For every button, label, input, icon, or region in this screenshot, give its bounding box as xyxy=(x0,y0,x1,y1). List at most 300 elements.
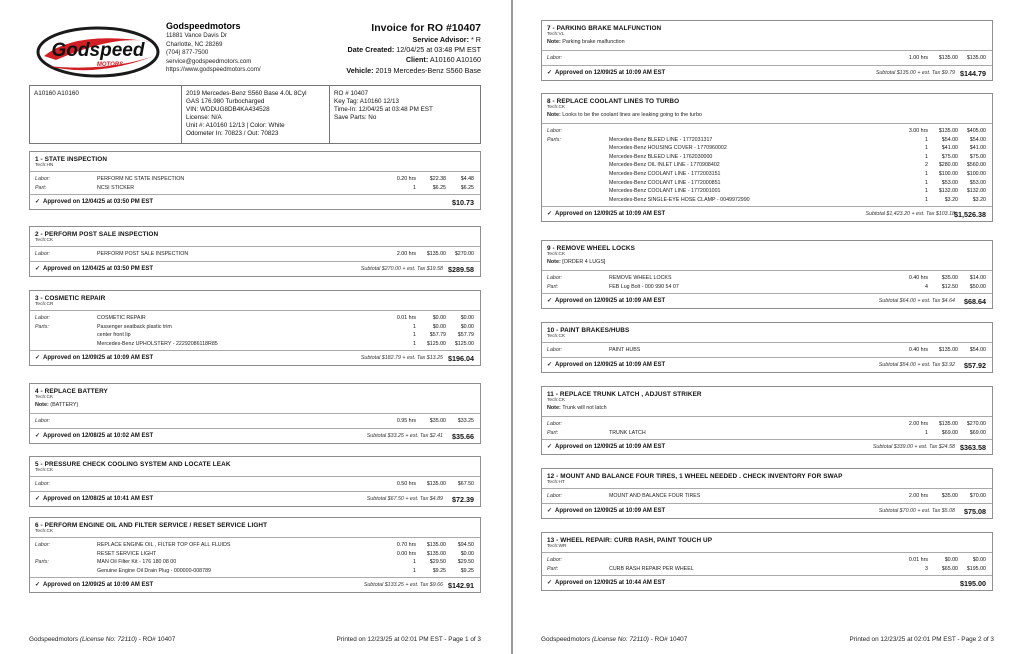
client-label: Client: xyxy=(405,55,429,65)
job-total: $1,526.38 xyxy=(954,210,986,220)
line-rate: $35.00 xyxy=(941,275,958,281)
footer-license: (License No: 72110) xyxy=(79,636,137,643)
approval-text: Approved on 12/09/25 at 10:09 AM EST xyxy=(555,361,666,368)
line-description: Mercedes-Benz COOLANT LINE - 1772003151 xyxy=(609,170,721,177)
check-icon: ✓ xyxy=(547,580,553,587)
line-qty-hours: 3.00 hrs xyxy=(908,128,928,134)
line-item xyxy=(542,144,992,153)
line-item xyxy=(30,175,480,184)
check-icon: ✓ xyxy=(547,361,553,368)
line-description: Mercedes-Benz OIL INLET LINE - 1770908402 xyxy=(609,162,720,169)
page-footer-left xyxy=(29,636,175,643)
line-item xyxy=(30,541,480,550)
line-rate: $29.50 xyxy=(429,559,446,566)
job-note xyxy=(542,257,992,267)
line-rate: $65.00 xyxy=(941,565,958,572)
key-tag: Key Tag: A10160 12/13 xyxy=(334,98,400,106)
line-item xyxy=(542,54,992,63)
job-footer xyxy=(30,350,480,365)
job-footer xyxy=(542,357,992,372)
line-qty-hours: 2.00 hrs xyxy=(908,493,928,499)
job-title: 7 - PARKING BRAKE MALFUNCTION xyxy=(547,25,662,32)
job-lines xyxy=(30,537,480,577)
job-tech: Tech:HT xyxy=(547,480,565,485)
vehicle-label: Vehicle: xyxy=(346,65,374,75)
line-description: REMOVE WHEEL LOCKS xyxy=(609,275,672,281)
line-qty-hours: 4 xyxy=(925,283,928,290)
check-icon: ✓ xyxy=(547,507,553,514)
job-subtotal: Subtotal $33.25 + est. Tax $2.41 xyxy=(366,432,443,439)
line-description: CURB RASH REPAIR PER WHEEL xyxy=(609,565,694,572)
job-title: 12 - MOUNT AND BALANCE FOUR TIRES, 1 WHEEL NEEDED . CHECK INVENTORY FOR SWAP xyxy=(547,473,843,480)
line-item xyxy=(542,127,992,136)
line-description: Mercedes-Benz COOLANT LINE - 1772000851 xyxy=(609,179,721,186)
job-subtotal: Subtotal $64.00 + est. Tax $4.64 xyxy=(878,298,955,305)
shop-email[interactable]: service@godspeedmotors.com xyxy=(166,57,252,65)
vehicle-value: 2019 Mercedes-Benz S560 Base xyxy=(375,65,481,75)
line-total: $0.00 xyxy=(460,550,474,557)
note-label: Note: xyxy=(35,402,49,408)
job-lines xyxy=(30,476,480,491)
job-lines xyxy=(542,270,992,293)
line-rate: $135.00 xyxy=(938,421,958,427)
approval-text: Approved on 12/04/25 at 03:50 PM EST xyxy=(43,199,154,206)
note-label: Note: xyxy=(547,39,561,45)
job-card xyxy=(29,226,481,277)
line-rate: $0.00 xyxy=(944,557,958,563)
line-rate: $75.00 xyxy=(941,153,958,160)
job-card xyxy=(541,386,993,455)
job-footer xyxy=(542,439,992,454)
line-total: $67.50 xyxy=(457,481,474,487)
line-total: $560.00 xyxy=(966,162,986,169)
line-description: Mercedes-Benz BLEED LINE - 1762030000 xyxy=(609,153,713,160)
approval-text: Approved on 12/09/25 at 10:09 AM EST xyxy=(555,298,666,305)
vin: VIN: WDDUG8DB4KA434528 xyxy=(186,106,270,114)
job-tech: Tech:HN xyxy=(35,163,54,168)
note-label: Note: xyxy=(547,259,561,265)
line-qty-hours: 0.01 hrs xyxy=(396,315,416,321)
line-total: $4.48 xyxy=(460,176,474,182)
line-item xyxy=(30,250,480,259)
approval-text: Approved on 12/04/25 at 03:50 PM EST xyxy=(43,265,154,272)
job-lines xyxy=(30,171,480,194)
approval-status xyxy=(547,504,665,519)
job-title: 4 - REPLACE BATTERY xyxy=(35,388,108,395)
job-lines xyxy=(30,246,480,261)
line-qty-hours: 2.00 hrs xyxy=(396,251,416,257)
line-total: $0.00 xyxy=(460,323,474,330)
job-tech: Tech:CK xyxy=(35,529,54,534)
check-icon: ✓ xyxy=(35,355,41,362)
job-footer xyxy=(542,575,992,590)
created-label: Date Created: xyxy=(347,45,395,55)
job-card xyxy=(541,532,993,591)
line-rate: $135.00 xyxy=(938,347,958,353)
job-footer xyxy=(542,206,992,221)
line-item xyxy=(30,340,480,349)
line-qty-hours: 2.00 hrs xyxy=(908,421,928,427)
job-footer xyxy=(542,65,992,80)
approval-status xyxy=(35,195,153,210)
job-card xyxy=(541,93,993,222)
line-item xyxy=(542,274,992,283)
line-total: $270.00 xyxy=(454,251,474,257)
line-rate: $0.00 xyxy=(432,323,446,330)
job-total: $144.79 xyxy=(960,68,986,78)
line-item xyxy=(30,331,480,340)
line-qty-hours: 1 xyxy=(413,184,416,191)
line-description: PERFORM POST SALE INSPECTION xyxy=(97,251,189,257)
line-rate: $280.00 xyxy=(938,162,958,169)
line-description: FEB Lug Bolt - 000 990 54 07 xyxy=(609,283,679,290)
footer-ro: - RO# 10407 xyxy=(138,636,176,643)
approval-text: Approved on 12/08/25 at 10:02 AM EST xyxy=(43,432,154,439)
line-qty-hours: 1.00 hrs xyxy=(908,55,928,61)
odometer: Odometer In: 70823 / Out: 70823 xyxy=(186,130,279,138)
job-title: 13 - WHEEL REPAIR: CURB RASH, PAINT TOUCH UP xyxy=(547,537,713,544)
shop-phone[interactable]: (704) 877-7500 xyxy=(166,49,209,57)
job-lines xyxy=(542,552,992,575)
job-footer xyxy=(542,503,992,518)
line-description: Mercedes-Benz HOUSING COVER - 1770960002 xyxy=(609,145,727,152)
line-rate: $135.00 xyxy=(426,550,446,557)
job-total: $75.08 xyxy=(964,506,986,516)
line-item xyxy=(30,417,480,426)
line-qty-hours: 1 xyxy=(413,340,416,347)
line-kind: Labor: xyxy=(35,542,51,548)
job-subtotal: Subtotal $339.00 + est. Tax $24.58 xyxy=(872,444,955,451)
line-qty-hours: 1 xyxy=(413,323,416,330)
svg-text:Godspeed: Godspeed xyxy=(51,40,145,61)
job-tech: Tech:CK xyxy=(35,238,54,243)
line-total: $70.00 xyxy=(969,493,986,499)
page-footer-right: Printed on 12/23/25 at 02:01 PM EST - Page 1 of 3 xyxy=(336,636,481,643)
invoice-title: Invoice for RO #10407 xyxy=(371,22,481,34)
job-title: 9 - REMOVE WHEEL LOCKS xyxy=(547,245,636,252)
line-kind: Parts: xyxy=(35,559,49,566)
line-kind: Labor: xyxy=(547,493,563,499)
job-title: 11 - REPLACE TRUNK LATCH , ADJUST STRIKER xyxy=(547,391,702,398)
line-rate: $135.00 xyxy=(938,128,958,134)
page-footer-right-2: Printed on 12/23/25 at 02:01 PM EST - Page 2 of 3 xyxy=(849,636,994,643)
job-lines xyxy=(30,413,480,428)
line-total: $57.79 xyxy=(457,332,474,339)
job-card xyxy=(541,20,993,81)
line-description: NCSI STICKER xyxy=(97,184,135,191)
unit: Unit #: A10160 12/13 | Color: White xyxy=(186,122,285,130)
job-tech: Tech:VL xyxy=(547,32,565,37)
job-note xyxy=(542,110,992,120)
approval-status xyxy=(35,578,153,593)
line-qty-hours: 3 xyxy=(925,565,928,572)
job-title: 3 - COSMETIC REPAIR xyxy=(35,295,106,302)
line-kind: Labor: xyxy=(547,275,563,281)
job-total: $35.66 xyxy=(452,431,474,441)
line-rate: $135.00 xyxy=(426,251,446,257)
line-kind: Labor: xyxy=(547,128,563,134)
job-card xyxy=(29,517,481,593)
approval-text: Approved on 12/09/25 at 10:09 AM EST xyxy=(555,507,666,514)
line-rate: $125.00 xyxy=(426,340,446,347)
advisor-label: Service Advisor: xyxy=(412,35,469,44)
approval-status xyxy=(547,576,665,591)
line-rate: $69.00 xyxy=(941,429,958,436)
line-rate: $3.20 xyxy=(944,196,958,203)
time-in: Time-In: 12/04/25 at 03:48 PM EST xyxy=(334,106,433,114)
line-description: COSMETIC REPAIR xyxy=(97,315,146,321)
line-total: $29.50 xyxy=(457,559,474,566)
job-footer xyxy=(30,261,480,276)
job-lines xyxy=(542,488,992,503)
line-item xyxy=(542,170,992,179)
line-description: PAINT HUBS xyxy=(609,347,641,353)
line-kind: Labor: xyxy=(547,55,563,61)
approval-text: Approved on 12/08/25 at 10:41 AM EST xyxy=(43,495,154,502)
line-rate: $135.00 xyxy=(426,481,446,487)
job-lines xyxy=(542,50,992,65)
line-item xyxy=(542,429,992,438)
line-total: $94.50 xyxy=(457,542,474,548)
job-tech: Tech:CR xyxy=(35,302,54,307)
line-description: center front lip xyxy=(97,332,131,339)
license: License: N/A xyxy=(186,114,222,122)
line-qty-hours: 1 xyxy=(413,559,416,566)
line-kind: Part: xyxy=(547,429,559,436)
check-icon: ✓ xyxy=(35,582,41,589)
footer-shop: Godspeedmotors xyxy=(541,636,591,643)
job-title: 1 - STATE INSPECTION xyxy=(35,156,108,163)
approval-status xyxy=(35,351,153,366)
check-icon: ✓ xyxy=(547,211,553,218)
line-qty-hours: 1 xyxy=(925,188,928,195)
approval-status xyxy=(547,294,665,309)
line-description: REPLACE ENGINE OIL , FILTER TOP OFF ALL FLUIDS xyxy=(97,542,231,548)
job-note xyxy=(542,403,992,413)
job-total: $72.39 xyxy=(452,494,474,504)
line-qty-hours: 0.20 hrs xyxy=(396,176,416,182)
line-item xyxy=(30,567,480,576)
line-kind: Part: xyxy=(547,283,559,290)
footer-ro: - RO# 10407 xyxy=(650,636,688,643)
job-subtotal: Subtotal $270.00 + est. Tax $19.58 xyxy=(360,265,443,272)
job-total: $142.91 xyxy=(448,581,474,591)
job-total: $363.58 xyxy=(960,443,986,453)
approval-status xyxy=(547,207,665,222)
godspeed-logo xyxy=(36,26,160,78)
line-qty-hours: 2 xyxy=(925,162,928,169)
line-qty-hours: 0.40 hrs xyxy=(908,275,928,281)
line-rate: $57.79 xyxy=(429,332,446,339)
line-description: PERFORM NC STATE INSPECTION xyxy=(97,176,185,182)
line-total: $41.00 xyxy=(969,145,986,152)
line-description: TRUNK LATCH xyxy=(609,429,646,436)
job-subtotal: Subtotal $67.50 + est. Tax $4.89 xyxy=(366,495,443,502)
job-tech: Tech:WR xyxy=(547,544,567,549)
line-kind: Labor: xyxy=(35,315,51,321)
check-icon: ✓ xyxy=(547,444,553,451)
line-qty-hours: 1 xyxy=(925,136,928,143)
line-qty-hours: 0.01 hrs xyxy=(908,557,928,563)
approval-text: Approved on 12/09/25 at 10:09 AM EST xyxy=(43,355,154,362)
job-card xyxy=(29,151,481,210)
job-title: 8 - REPLACE COOLANT LINES TO TURBO xyxy=(547,98,680,105)
line-item xyxy=(542,346,992,355)
job-note xyxy=(30,400,480,410)
line-item xyxy=(542,420,992,429)
created-value: 12/04/25 at 03:48 PM EST xyxy=(396,45,481,55)
line-total: $135.00 xyxy=(966,55,986,61)
line-total: $3.20 xyxy=(972,196,986,203)
line-item xyxy=(30,558,480,567)
line-kind: Parts: xyxy=(547,136,561,143)
line-description: MAN Oil Filter Kit - 176 180 08 00 xyxy=(97,559,177,566)
line-item xyxy=(542,492,992,501)
job-footer xyxy=(30,194,480,209)
job-footer xyxy=(30,428,480,443)
line-rate: $35.00 xyxy=(941,493,958,499)
line-rate: $12.50 xyxy=(941,283,958,290)
note-label: Note: xyxy=(547,405,561,411)
job-title: 2 - PERFORM POST SALE INSPECTION xyxy=(35,231,159,238)
line-description: Mercedes-Benz COOLANT LINE - 1772001001 xyxy=(609,188,721,195)
line-qty-hours: 0.70 hrs xyxy=(396,542,416,548)
client-value: A10160 A10160 xyxy=(429,55,481,65)
job-total: $196.04 xyxy=(448,354,474,364)
job-lines xyxy=(542,342,992,357)
job-card xyxy=(541,322,993,373)
line-rate: $132.00 xyxy=(938,188,958,195)
line-total: $100.00 xyxy=(966,170,986,177)
job-card xyxy=(29,456,481,507)
approval-status xyxy=(35,262,153,277)
vehicle-line-1: 2019 Mercedes-Benz S560 Base 4.0L 8Cyl xyxy=(186,90,307,97)
line-item xyxy=(30,323,480,332)
line-item xyxy=(542,187,992,196)
check-icon: ✓ xyxy=(35,495,41,502)
check-icon: ✓ xyxy=(547,298,553,305)
job-footer xyxy=(30,491,480,506)
line-total: $69.00 xyxy=(969,429,986,436)
line-kind: Part: xyxy=(35,184,47,191)
job-note xyxy=(542,37,992,47)
vehicle-info-box xyxy=(29,85,481,144)
line-total: $0.00 xyxy=(972,557,986,563)
shop-address-2: Charlotte, NC 28269 xyxy=(166,40,223,48)
job-tech: Tech:CK xyxy=(547,334,566,339)
footer-shop: Godspeedmotors xyxy=(29,636,79,643)
check-icon: ✓ xyxy=(35,432,41,439)
line-rate: $54.00 xyxy=(941,136,958,143)
line-total: $33.25 xyxy=(457,418,474,424)
line-rate: $135.00 xyxy=(426,542,446,548)
line-kind: Labor: xyxy=(35,418,51,424)
line-kind: Labor: xyxy=(35,251,51,257)
line-qty-hours: 1 xyxy=(925,179,928,186)
svg-text:MOTORS: MOTORS xyxy=(96,62,124,68)
job-footer xyxy=(542,293,992,308)
job-subtotal: Subtotal $135.00 + est. Tax $9.79 xyxy=(875,69,955,76)
line-kind: Labor: xyxy=(35,481,51,487)
job-title: 5 - PRESSURE CHECK COOLING SYSTEM AND LOCATE LEAK xyxy=(35,461,231,468)
line-kind: Labor: xyxy=(35,176,51,182)
line-total: $14.00 xyxy=(969,275,986,281)
approval-text: Approved on 12/09/25 at 10:44 AM EST xyxy=(555,580,666,587)
job-total: $195.00 xyxy=(960,579,986,589)
line-qty-hours: 0.95 hrs xyxy=(396,418,416,424)
line-description: RESET SERVICE LIGHT xyxy=(97,550,157,557)
job-card xyxy=(541,468,993,519)
line-description: Mercedes-Benz UPHOLSTERY - 22292086118R85 xyxy=(97,340,218,347)
line-item xyxy=(30,184,480,193)
line-rate: $100.00 xyxy=(938,170,958,177)
job-subtotal: Subtotal $54.00 + est. Tax $3.92 xyxy=(878,361,955,368)
check-icon: ✓ xyxy=(35,199,41,206)
job-tech: Tech:CK xyxy=(547,398,566,403)
invoice-header xyxy=(346,21,481,76)
line-total: $6.25 xyxy=(460,184,474,191)
job-subtotal: Subtotal $1,423.20 + est. Tax $103.18 xyxy=(865,211,955,218)
line-total: $50.00 xyxy=(969,283,986,290)
note-text: [ORDER 4 LUGS] xyxy=(562,259,606,265)
line-total: $132.00 xyxy=(966,188,986,195)
approval-text: Approved on 12/09/25 at 10:09 AM EST xyxy=(555,69,666,76)
line-item xyxy=(30,314,480,323)
line-rate: $41.00 xyxy=(941,145,958,152)
line-item xyxy=(542,136,992,145)
line-qty-hours: 0.40 hrs xyxy=(908,347,928,353)
line-qty-hours: 1 xyxy=(925,170,928,177)
approval-text: Approved on 12/09/25 at 10:09 AM EST xyxy=(555,444,666,451)
line-description: Passenger seatback plastic trim xyxy=(97,323,172,330)
line-kind: Part: xyxy=(547,565,559,572)
check-icon: ✓ xyxy=(547,69,553,76)
shop-info xyxy=(166,21,261,75)
line-kind: Labor: xyxy=(547,421,563,427)
job-card xyxy=(541,240,993,309)
advisor-value: * R xyxy=(471,35,481,44)
line-total: $54.00 xyxy=(969,347,986,353)
line-item xyxy=(542,161,992,170)
ro-number: RO # 10407 xyxy=(334,90,368,97)
line-qty-hours: 1 xyxy=(413,567,416,574)
line-qty-hours: 1 xyxy=(925,153,928,160)
job-lines xyxy=(542,123,992,206)
job-total: $68.64 xyxy=(964,297,986,307)
line-kind: Labor: xyxy=(547,347,563,353)
line-qty-hours: 0.00 hrs xyxy=(396,550,416,557)
line-item xyxy=(30,480,480,489)
line-total: $0.00 xyxy=(460,315,474,321)
job-total: $10.73 xyxy=(452,198,474,208)
shop-website[interactable]: https://www.godspeedmotors.com/ xyxy=(166,66,261,74)
line-item xyxy=(542,153,992,162)
line-total: $405.00 xyxy=(966,128,986,134)
line-kind: Labor: xyxy=(547,557,563,563)
line-item xyxy=(30,550,480,559)
job-tech: Tech:CK xyxy=(547,105,566,110)
job-card xyxy=(29,290,481,366)
vehicle-line-2: GAS 176.980 Turbocharged xyxy=(186,98,265,106)
line-total: $270.00 xyxy=(966,421,986,427)
line-total: $9.25 xyxy=(460,567,474,574)
line-description: Genuine Engine Oil Drain Plug - 000000-008789 xyxy=(97,567,211,574)
line-rate: $135.00 xyxy=(938,55,958,61)
job-lines xyxy=(30,310,480,350)
note-text: (BATTERY) xyxy=(50,402,79,408)
approval-text: Approved on 12/09/25 at 10:09 AM EST xyxy=(43,582,154,589)
line-item xyxy=(542,565,992,574)
